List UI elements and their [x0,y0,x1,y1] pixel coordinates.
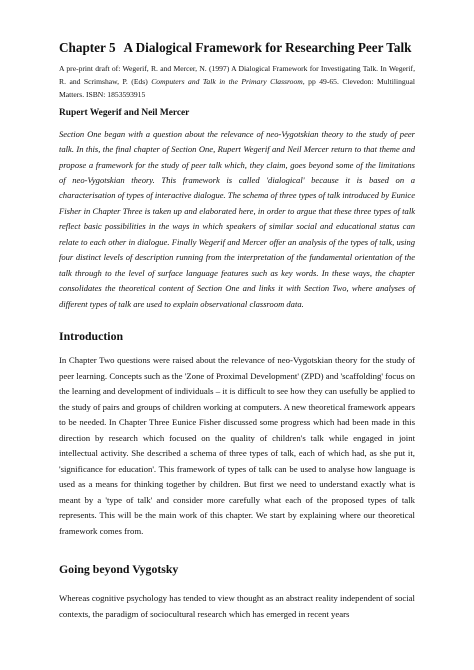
chapter-number: Chapter 5 [59,40,116,55]
document-page [59,40,415,622]
chapter-title [59,40,415,56]
going-beyond-paragraph: Whereas cognitive psychology has tended to view thought as an abstract reality independent of social contexts, the paradigm of sociocultural research which has emerged in recent years [59,593,415,619]
chapter-abstract: Section One began with a question about the relevance of neo-Vygotskian theory to the study of peer talk. In this, the final chapter of Section One, Rupert Wegerif and Neil Mercer return to that theme and propose a framework for the study of peer talk which, they claim, goes beyond some of the limitations of neo-Vygotskian theory. This framework is called 'dialogical' because it is based on a characterisation of types of interactive dialogue. The schema of three types of talk introduced by Eunice Fisher in Chapter Three is taken up and elaborated here, in order to argue that these three types of talk reflect basic possibilities in the ways in which speakers of similar social and educational status can relate to each other in dialogue. Finally Wegerif and Mercer offer an analysis of the types of talk, using four distinct levels of description running from the interpretation of the fundamental orientation of the talk through to the level of surface language features such as key words. In these ways, the chapter consolidates the theoretical content of Section One and links it with Section Two, where analyses of different types of talk are used to explain observational classroom data. [59,128,415,309]
preprint-citation: A pre-print draft of: Wegerif, R. and Mercer, N. (1997) A Dialogical Framework for Investigating Talk. In Wegerif, R. and Scrimshaw, P. (Eds) Computers and Talk in the Primary Classroom, pp 49-65. Clevedon: Multilingual Matters. ISBN: 1853593915 [59,64,415,100]
going-beyond-heading: Going beyond Vygotsky [59,562,179,577]
chapter-title-text: A Dialogical Framework for Researching Peer Talk [123,40,412,55]
introduction-paragraph: In Chapter Two questions were raised about the relevance of neo-Vygotskian theory for the study of peer learning. Concepts such as the 'Zone of Proximal Development' (ZPD) and 'scaffolding' focus on the learning and development of individuals – it is difficult to see how they can usefully be applied to the study of pairs and groups of children working at computers. A new theoretical framework appears to be needed. In Chapter Three Eunice Fisher discussed some progress which had been made in this direction by research which focused on the quality of children's talk while engaged in joint intellectual activity. She described a schema of three types of talk, each of which had, as she put it, 'significance for education'. This framework of types of talk can be used to analyse how language is used as a means for thinking together by children. But first we need to understand exactly what is meant by a 'type of talk' and consider more carefully what each of the proposed types of talk represents. This will be the main work of this chapter. We start by explaining where our theoretical framework comes from. [59,355,415,536]
introduction-heading: Introduction [59,329,124,344]
book-title: Computers and Talk in the Primary Classroom [151,77,303,87]
authors-line: Rupert Wegerif and Neil Mercer [59,107,190,118]
